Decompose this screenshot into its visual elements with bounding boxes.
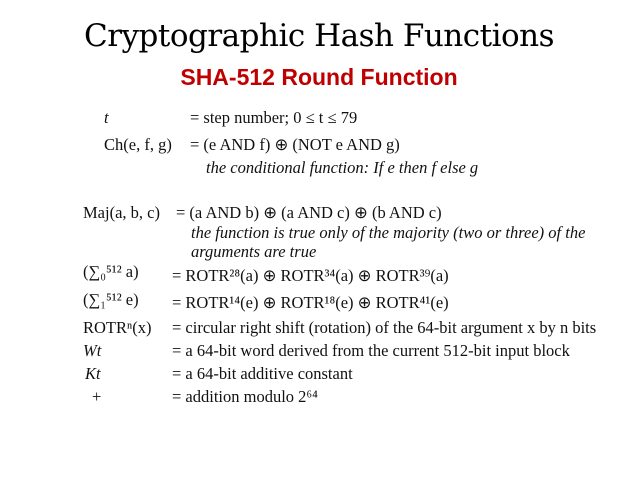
maj-note-1: the function is true only of the majority (two or three) of the	[191, 223, 586, 242]
plus-rhs: = addition modulo 2⁶⁴	[172, 387, 318, 406]
maj-note-2: arguments are true	[191, 242, 317, 261]
kt-rhs: = a 64-bit additive constant	[172, 364, 353, 383]
rotr-rhs: = circular right shift (rotation) of the 64-bit argument x by n bits	[172, 318, 597, 337]
kt-lhs: Kt	[85, 364, 101, 383]
wt-rhs: = a 64-bit word derived from the current 512-bit input block	[172, 341, 570, 360]
plus-lhs: +	[92, 387, 102, 406]
sigma1-lhs: (∑₁⁵¹² e)	[83, 290, 139, 309]
t-rhs: = step number; 0 ≤ t ≤ 79	[190, 108, 358, 127]
page-title: Cryptographic Hash Functions	[83, 18, 555, 54]
page-subtitle: SHA-512 Round Function	[180, 64, 458, 90]
ch-rhs: = (e AND f) ⊕ (NOT e AND g)	[190, 135, 400, 154]
ch-note: the conditional function: If e then f else g	[206, 158, 479, 177]
maj-lhs: Maj(a, b, c)	[83, 203, 160, 222]
rotr-lhs: ROTRⁿ(x)	[83, 318, 152, 337]
sigma1-rhs: = ROTR¹⁴(e) ⊕ ROTR¹⁸(e) ⊕ ROTR⁴¹(e)	[172, 293, 449, 312]
sigma0-rhs: = ROTR²⁸(a) ⊕ ROTR³⁴(a) ⊕ ROTR³⁹(a)	[172, 266, 449, 285]
ch-lhs: Ch(e, f, g)	[104, 135, 172, 154]
maj-rhs: = (a AND b) ⊕ (a AND c) ⊕ (b AND c)	[176, 203, 442, 222]
wt-lhs: Wt	[83, 341, 102, 360]
sigma0-lhs: (∑₀⁵¹² a)	[83, 262, 139, 281]
t-lhs: t	[104, 108, 109, 127]
